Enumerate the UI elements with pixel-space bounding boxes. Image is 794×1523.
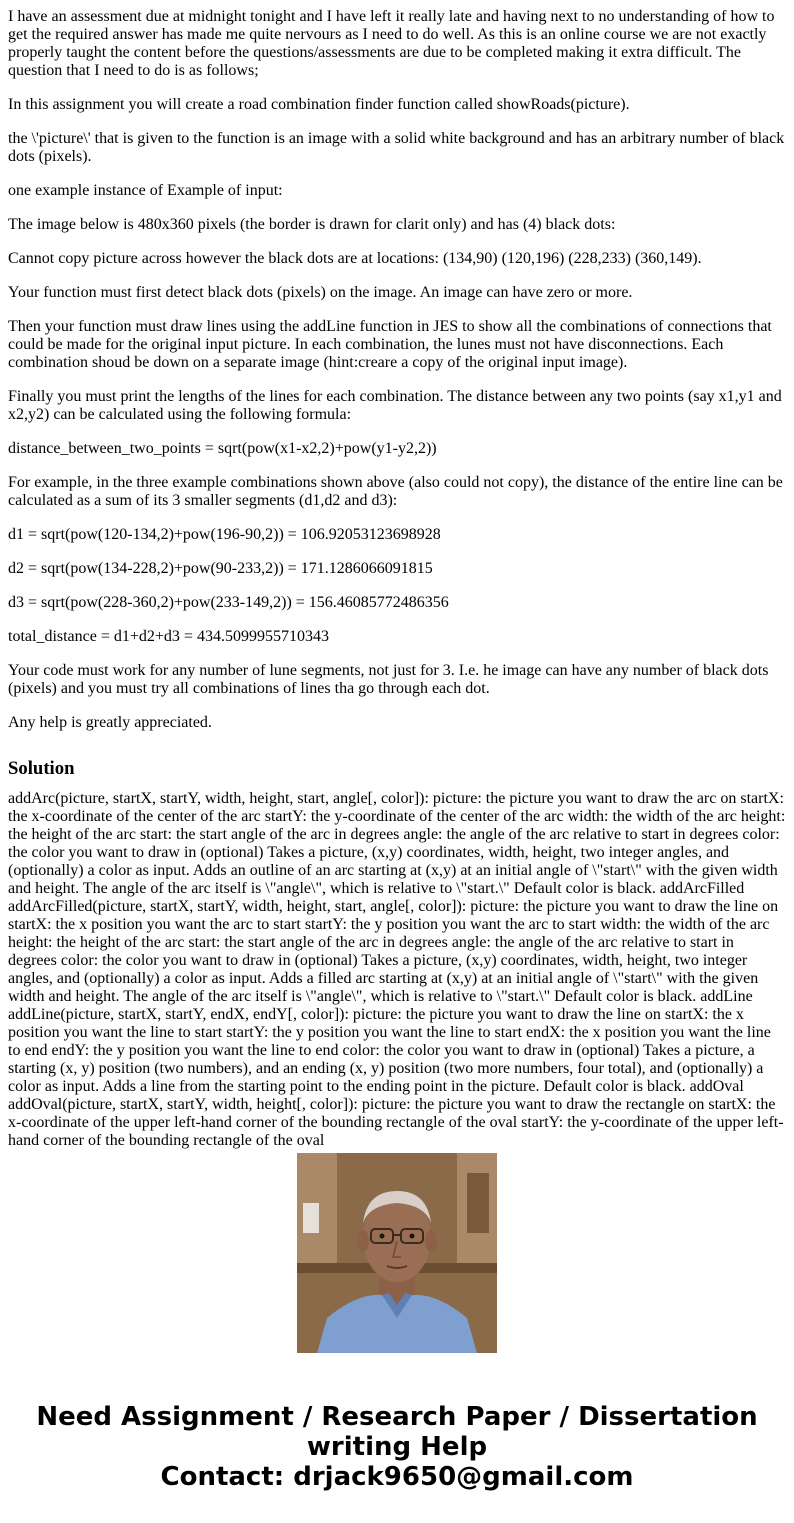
- question-paragraph: Your function must first detect black dots (pixels) on the image. An image can have zero or more.: [8, 284, 633, 301]
- solution-heading: Solution: [8, 758, 75, 779]
- promo-banner: [0, 1402, 794, 1492]
- question-paragraph: Any help is greatly appreciated.: [8, 714, 212, 731]
- question-paragraph: Cannot copy picture across however the black dots are at locations: (134,90) (120,196) (228,233) (360,149).: [8, 250, 702, 267]
- promo-line-1: Need Assignment / Research Paper / Dissertation: [36, 1402, 758, 1432]
- distance-d1: d1 = sqrt(pow(120-134,2)+pow(196-90,2)) = 106.92053123698928: [8, 526, 441, 543]
- promo-line-2: writing Help: [306, 1432, 488, 1462]
- solution-text: addArc(picture, startX, startY, width, height, start, angle[, color]): picture: the picture you want to draw the arc on startX: the x-coordinate of the center of the arc startY: the y-coordinate of the center of the arc width: the width of the arc height: the height of the arc start: the start angle of the arc in degrees angle: the angle of the arc relative to start in degrees color: the color you want to draw in (optional) Takes a picture, (x,y) coordinates, width, height, two integer angles, and (optionally) a color as input. Adds an outline of an arc starting at (x,y) at an initial angle of \"start\" with the given width and height. The angle of the arc itself is \"angle\", which is relative to \"start.\" Default color is black. addArcFilled addArcFilled(picture, startX, startY, width, height, start, angle[, color]): picture: the picture you want to draw the line on startX: the x position you want the arc to start startY: the y position you want the arc to start width: the width of the arc height: the height of the arc start: the start angle of the arc in degrees angle: the angle of the arc relative to start in degrees color: the color you want to draw in (optional) Takes a picture, (x,y) coordinates, width, height, two integer angles, and (optionally) a color as input. Adds a filled arc starting at (x,y) at an initial angle of \"start\" with the given width and height. The angle of the arc itself is \"angle\", which is relative to \"start.\" Default color is black. addLine addLine(picture, startX, startY, endX, endY[, color]): picture: the picture you want to draw the line on startX: the x position you want the line to start startY: the y position you want the line to start endX: the x position you want the line to end endY: the y position you want the line to end color: the color you want to draw in (optional) Takes a picture, a starting (x, y) position (two numbers), and an ending (x, y) position (two more numbers, four total), and (optionally) a color as input. Adds a line from the starting point to the ending point in the picture. Default color is black. addOval addOval(picture, startX, startY, width, height[, color]): picture: the picture you want to draw the rectangle on startX: the x-coordinate of the upper left-hand corner of the bounding rectangle of the oval startY: the y-coordinate of the upper left-hand corner of the bounding rectangle of the oval: [8, 790, 786, 1149]
- promo-contact: Contact: drjack9650@gmail.com: [160, 1462, 634, 1492]
- total-distance: total_distance = d1+d2+d3 = 434.5099955710343: [8, 628, 329, 645]
- solution-text-box: [8, 790, 786, 1149]
- author-photo-icon: [297, 1153, 497, 1353]
- question-paragraph: the \'picture\' that is given to the function is an image with a solid white background and has an arbitrary number of black dots (pixels).: [8, 130, 785, 165]
- question-paragraph: I have an assessment due at midnight tonight and I have left it really late and having next to no understanding of how to get the required answer has made me quite nervours as I need to do well. As this is an online course we are not exactly properly taught the content before the questions/assessments are due to be completed making it extra difficult. The question that I need to do is as follows;: [8, 8, 775, 79]
- question-paragraph: The image below is 480x360 pixels (the border is drawn for clarit only) and has (4) black dots:: [8, 216, 616, 233]
- formula: distance_between_two_points = sqrt(pow(x1-x2,2)+pow(y1-y2,2)): [8, 440, 437, 457]
- distance-d3: d3 = sqrt(pow(228-360,2)+pow(233-149,2)) = 156.46085772486356: [8, 594, 449, 611]
- question-paragraph: one example instance of Example of input:: [8, 182, 283, 199]
- question-paragraph: Then your function must draw lines using the addLine function in JES to show all the combinations of connections that could be made for the original input picture. In each combination, the lunes must not have disconnections. Each combination shoud be down on a separate image (hint:creare a copy of the original input image).: [8, 318, 772, 371]
- question-content: [8, 8, 786, 801]
- author-avatar: [297, 1153, 497, 1353]
- question-paragraph: Finally you must print the lengths of the lines for each combination. The distance between any two points (say x1,y1 and x2,y2) can be calculated using the following formula:: [8, 388, 782, 423]
- distance-d2: d2 = sqrt(pow(134-228,2)+pow(90-233,2)) = 171.1286066091815: [8, 560, 433, 577]
- question-paragraph: For example, in the three example combinations shown above (also could not copy), the distance of the entire line can be calculated as a sum of its 3 smaller segments (d1,d2 and d3):: [8, 474, 783, 509]
- question-paragraph: In this assignment you will create a road combination finder function called showRoads(picture).: [8, 96, 630, 113]
- question-paragraph: Your code must work for any number of lune segments, not just for 3. I.e. he image can have any number of black dots (pixels) and you must try all combinations of lines tha go through each dot.: [8, 662, 769, 697]
